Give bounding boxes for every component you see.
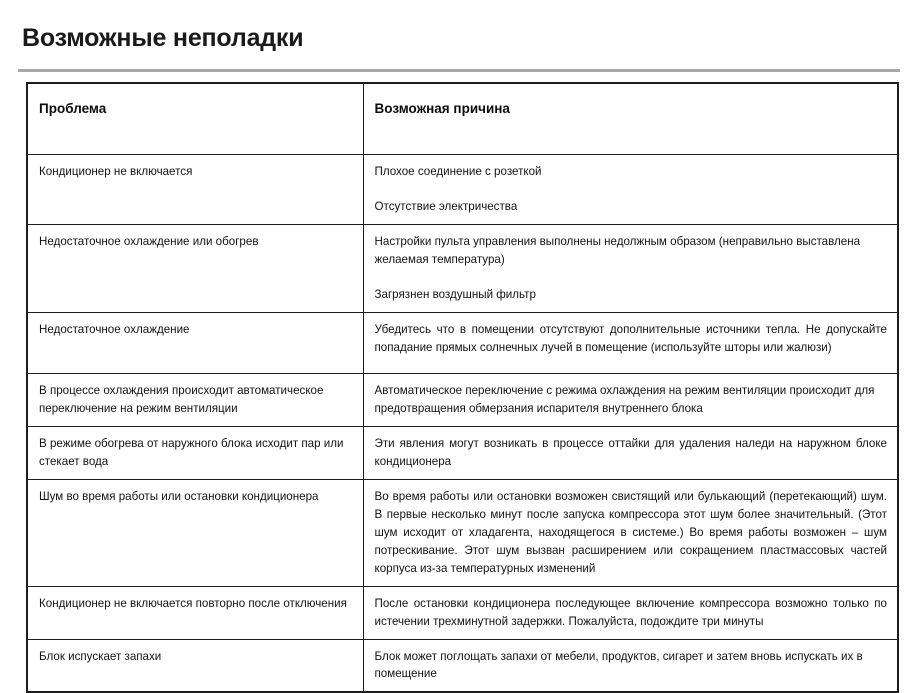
cell-cause bbox=[363, 155, 898, 225]
column-header-cause: Возможная причина bbox=[363, 83, 898, 155]
cell-cause bbox=[363, 426, 898, 479]
cause-paragraph: Отсутствие электричества bbox=[374, 199, 518, 213]
cell-cause bbox=[363, 639, 898, 692]
cause-paragraph: Автоматическое переключение с режима охлаждения на режим вентиляции происходит для предотвращения обмерзания испарителя внутреннего блока bbox=[374, 383, 875, 415]
cell-cause bbox=[363, 586, 898, 639]
table-row bbox=[27, 639, 898, 692]
table-row bbox=[27, 426, 898, 479]
cell-cause bbox=[363, 373, 898, 426]
cause-paragraph: Эти явления могут возникать в процессе оттайки для удаления наледи на наружном блоке кондиционера bbox=[374, 436, 887, 468]
cause-paragraph: Во время работы или остановки возможен свистящий или булькающий (перетекающий) шум. В первые несколько минут после запуска компрессора этот шум более значительный. (Этот шум исходит от хладагента, находящегося в системе.) Во время работы возможен – шум потрескивание. Этот шум вызван расширением или сокращением пластмассовых частей корпуса из-за температурных изменений bbox=[374, 489, 887, 575]
cell-problem: Недостаточное охлаждение или обогрев bbox=[27, 224, 363, 312]
table-row bbox=[27, 373, 898, 426]
table-header-row bbox=[27, 83, 898, 155]
table-row bbox=[27, 224, 898, 312]
cell-cause bbox=[363, 312, 898, 373]
cell-problem: Кондиционер не включается повторно после отключения bbox=[27, 586, 363, 639]
page-title: Возможные неполадки bbox=[22, 23, 304, 52]
document-page bbox=[0, 17, 914, 681]
cause-paragraph: После остановки кондиционера последующее включение компрессора возможно только по истечении трехминутной задержки. Пожалуйста, подождите три минуты bbox=[374, 596, 887, 628]
cause-paragraph: Убедитесь что в помещении отсутствуют дополнительные источники тепла. Не допускайте попадание прямых солнечных лучей в помещение (используйте шторы или жалюзи) bbox=[374, 322, 887, 354]
column-header-problem: Проблема bbox=[27, 83, 363, 155]
table-row bbox=[27, 312, 898, 373]
cell-problem: В режиме обогрева от наружного блока исходит пар или стекает вода bbox=[27, 426, 363, 479]
troubleshooting-table bbox=[26, 82, 899, 693]
cell-problem: Блок испускает запахи bbox=[27, 639, 363, 692]
table-row bbox=[27, 586, 898, 639]
cell-cause bbox=[363, 479, 898, 586]
cell-problem: Шум во время работы или остановки кондиционера bbox=[27, 479, 363, 586]
table-header bbox=[27, 83, 898, 155]
cell-cause bbox=[363, 224, 898, 312]
cause-paragraph: Блок может поглощать запахи от мебели, продуктов, сигарет и затем вновь испускать их в помещение bbox=[374, 649, 863, 681]
cell-problem: Недостаточное охлаждение bbox=[27, 312, 363, 373]
table-container bbox=[0, 72, 914, 693]
cause-paragraph: Плохое соединение с розеткой bbox=[374, 165, 542, 178]
cell-problem: Кондиционер не включается bbox=[27, 155, 363, 225]
table-row bbox=[27, 479, 898, 586]
table-row bbox=[27, 155, 898, 225]
cause-paragraph: Настройки пульта управления выполнены недолжным образом (неправильно выставлена желаемая температура) bbox=[374, 234, 861, 266]
cell-problem: В процессе охлаждения происходит автоматическое переключение на режим вентиляции bbox=[27, 373, 363, 426]
cause-paragraph: Загрязнен воздушный фильтр bbox=[374, 287, 536, 301]
table-body bbox=[27, 155, 898, 693]
